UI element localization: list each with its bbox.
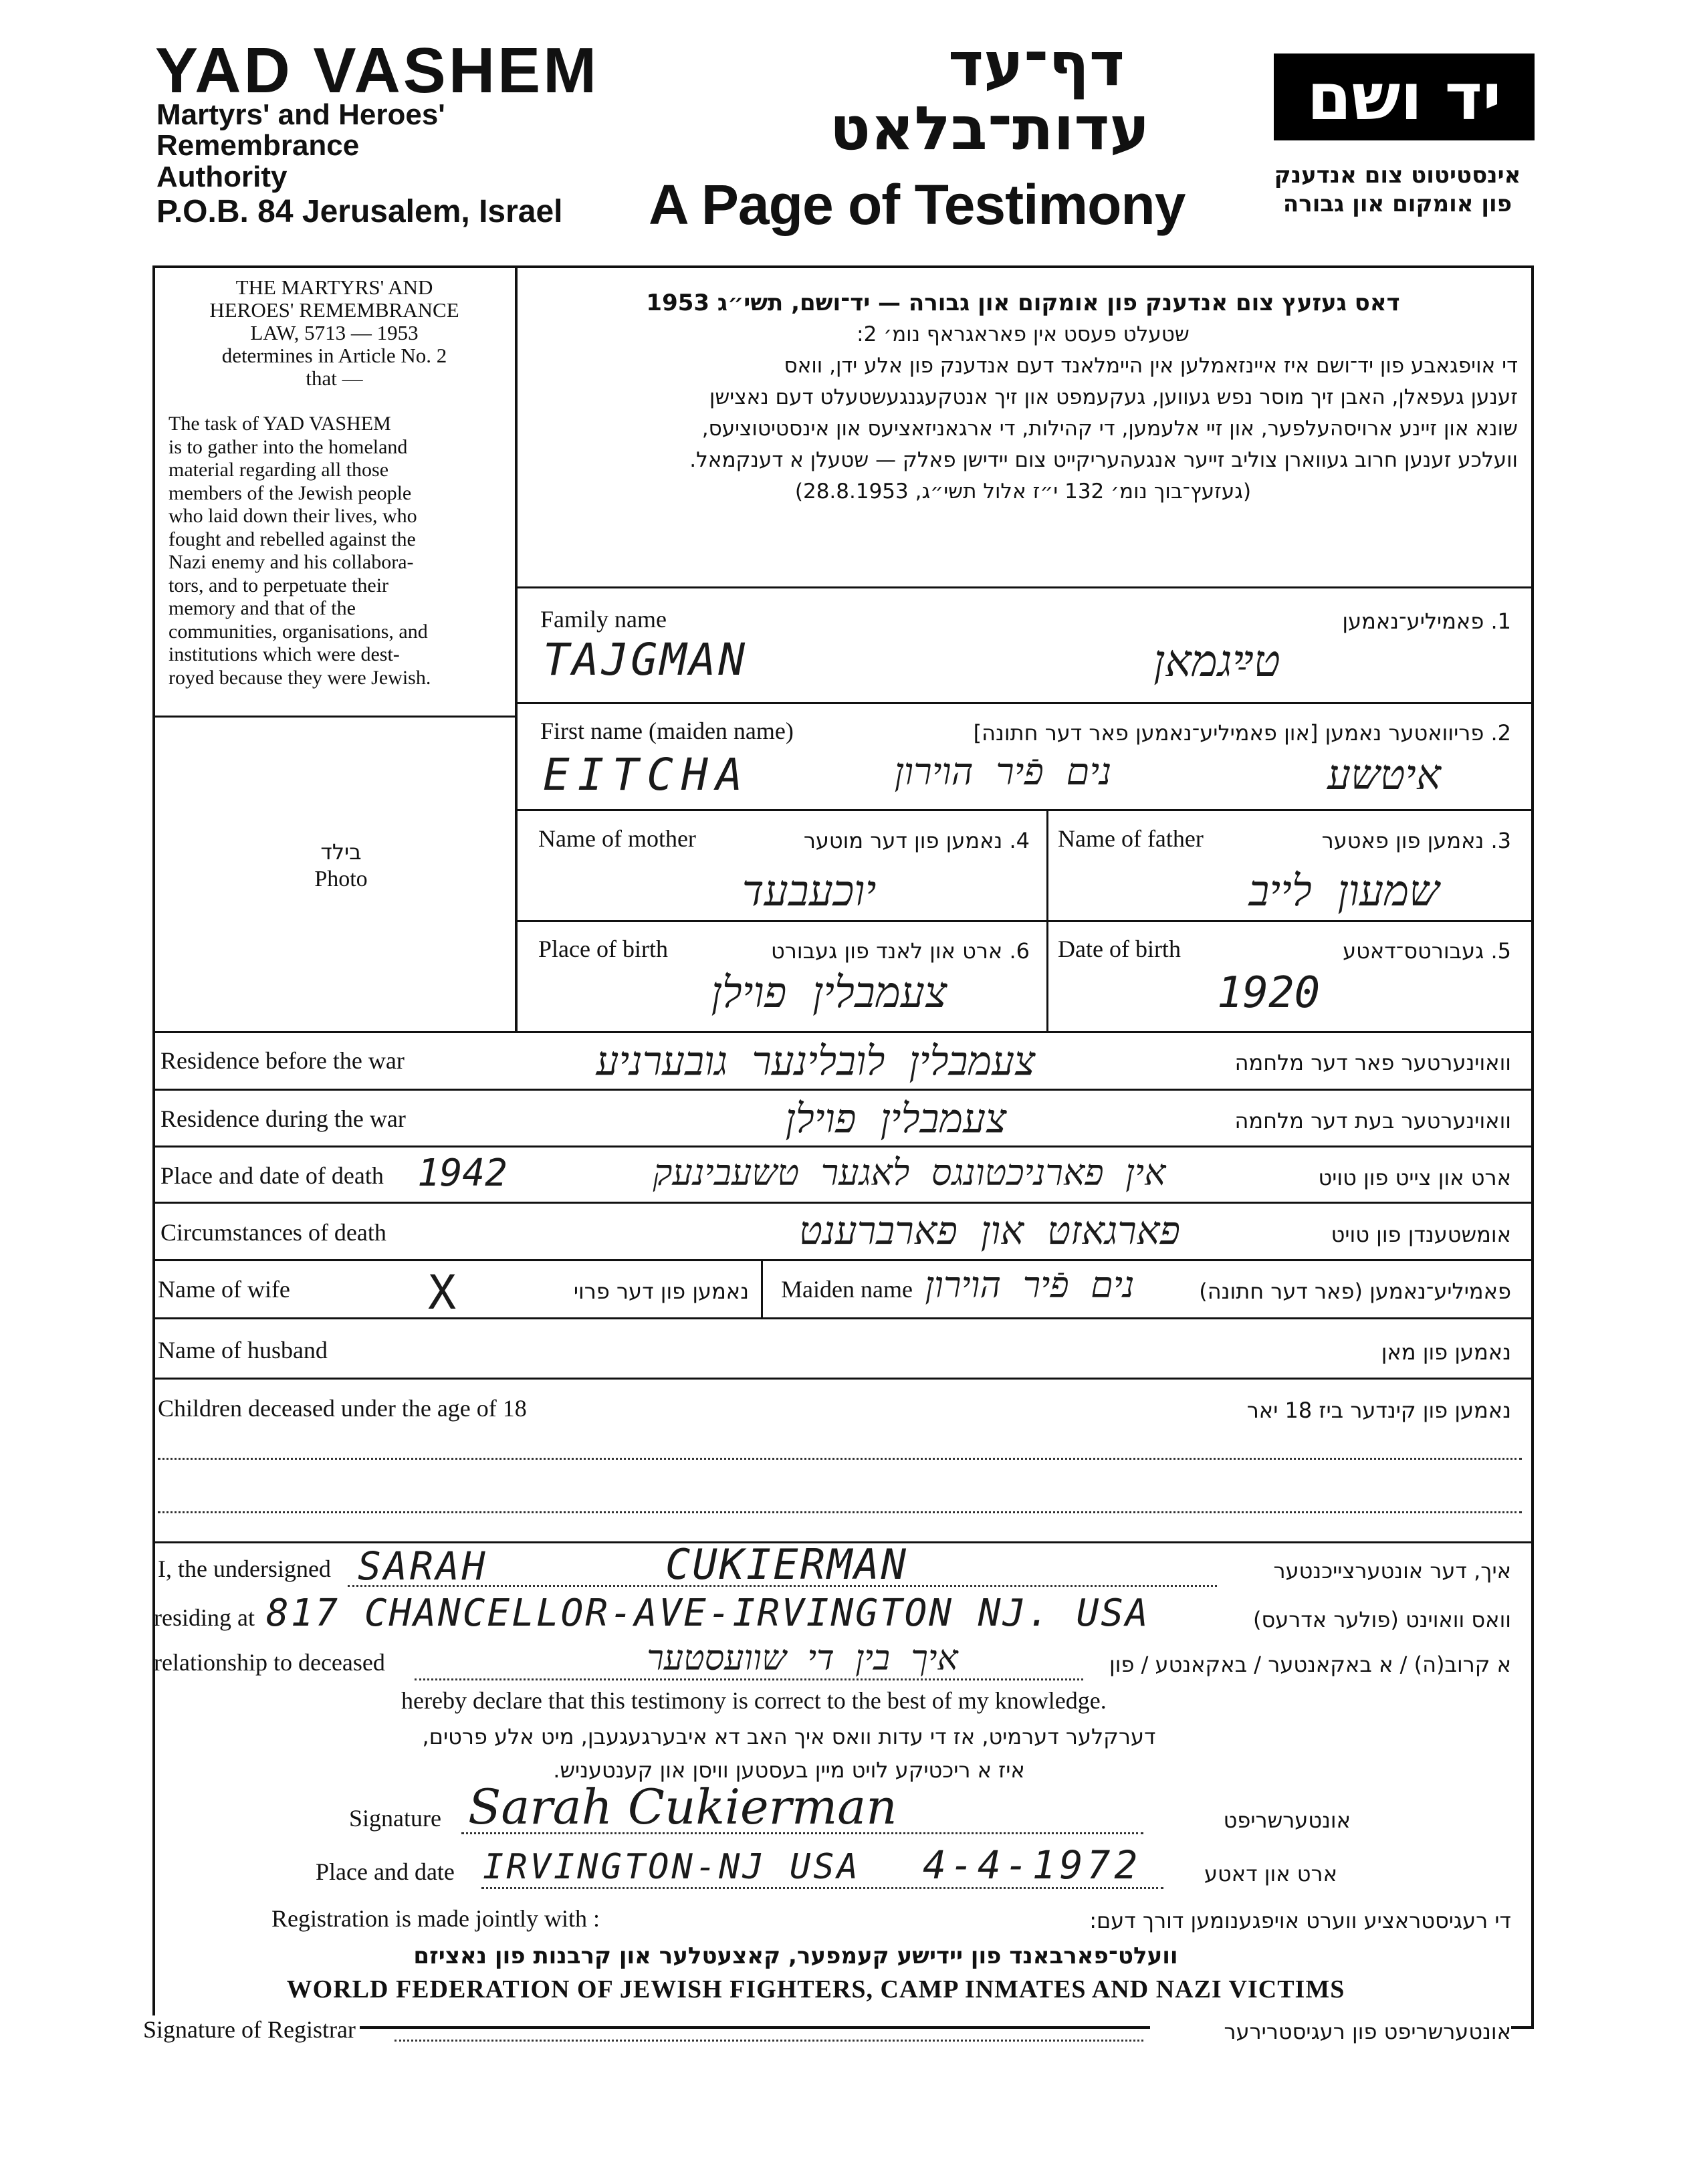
family-name-value-hebrew[interactable]: טײַגמאן — [1153, 635, 1280, 687]
law-text-12: royed because they were Jewish. — [168, 666, 431, 689]
residence-during-label-hebrew: וואוינערטער בעת דער מלחמה — [1234, 1108, 1511, 1133]
place-of-birth-label-hebrew: 6. ארט און לאנד פון געבורט — [771, 938, 1030, 964]
law-text-3: material regarding all those — [168, 459, 389, 481]
registration-label-hebrew: די רעגיסטראציע ווערט אויפגענומען דורך דעם: — [1089, 1908, 1511, 1933]
husband-label: Name of husband — [158, 1337, 328, 1363]
date-of-birth-label: Date of birth — [1058, 936, 1181, 962]
mother-label: Name of mother — [538, 825, 696, 852]
residence-before-label-hebrew: וואוינערטער פאר דער מלחמה — [1234, 1050, 1511, 1075]
federation-hebrew: וועלט־פארבאנד פון יידישע קעמפער, קאצעטלער און קרבנות פון נאציזם — [413, 1943, 1178, 1969]
death-label-hebrew: ארט און צייט פון טויט — [1318, 1165, 1511, 1190]
family-name-value[interactable]: TAJGMAN — [543, 634, 748, 685]
undersigned-last[interactable]: CUKIERMAN — [665, 1540, 908, 1589]
place-date-label: Place and date — [316, 1858, 455, 1885]
wife-value[interactable]: X — [428, 1265, 457, 1320]
family-name-label: Family name — [540, 606, 667, 633]
death-place-value[interactable]: אין פארניכטונגס לאגער טשעבינעק — [653, 1152, 1166, 1194]
place-of-birth-label: Place of birth — [538, 936, 668, 962]
husband-label-hebrew: נאמען פון מאן — [1381, 1339, 1511, 1365]
children-line-2[interactable] — [158, 1511, 1522, 1513]
circumstances-label: Circumstances of death — [160, 1219, 386, 1246]
registrar-line[interactable] — [395, 2040, 1143, 2042]
signature-label: Signature — [349, 1805, 441, 1832]
date-value[interactable]: 4-4-1972 — [923, 1842, 1142, 1888]
org-sub-1: Martyrs' and Heroes' — [156, 98, 445, 131]
law-heading-2: HEROES' REMEMBRANCE — [209, 298, 459, 322]
relationship-label-hebrew: א קרוב(ה) / א באקאנטער / באקאנטע / פון — [1109, 1652, 1511, 1677]
undersigned-first[interactable]: SARAH — [358, 1543, 488, 1589]
maiden-name-value[interactable]: נים פֿיר הוירון — [925, 1264, 1135, 1306]
relationship-line — [415, 1678, 1083, 1680]
yiddish-law-2: שטעלט פעסט אין פאראגראף נומ׳ 2: — [857, 322, 1190, 346]
photo-label-hebrew: בילד — [320, 839, 362, 865]
law-text-2: is to gather into the homeland — [168, 435, 408, 458]
children-line-1[interactable] — [158, 1458, 1522, 1460]
logo-sub-2: פון אומקום און גבורה — [1282, 191, 1512, 217]
yiddish-law-4: זענען געפאלן, האבן זיך מוסר נפש געווען, געקעמפט און זיך אנטקעגנגעשטעלט דעם נאצישן — [709, 385, 1518, 409]
yad-vashem-logo — [1274, 53, 1535, 140]
law-box — [160, 276, 508, 390]
mother-value[interactable]: יוכעבעד — [742, 867, 877, 916]
federation-english: WORLD FEDERATION OF JEWISH FIGHTERS, CAMP INMATES AND NAZI VICTIMS — [286, 1975, 1345, 2003]
mother-label-hebrew: 4. נאמען פון דער מוטער — [803, 828, 1030, 853]
yiddish-law-1: דאס געזעץ צום אנדענק פון אומקום און גבורה — יד־ושם, תשי״ג 1953 — [646, 290, 1400, 316]
undersigned-label-hebrew: איך, דער אונטערצייכנטער — [1273, 1558, 1511, 1584]
signature-line — [461, 1832, 1143, 1834]
law-text-5: who laid down their lives, who — [168, 505, 417, 527]
law-text-9: memory and that of the — [168, 597, 356, 619]
first-name-value-hebrew[interactable]: איטשע — [1327, 750, 1441, 799]
yiddish-law-3: די אויפגאבע פון יד־ושם איז איינזאמלען אין היימלאנד דעם אנדענק פון אלע ידן, וואס — [784, 354, 1518, 378]
law-heading-4: determines in Article No. 2 — [221, 344, 447, 367]
maiden-name-label: Maiden name — [781, 1276, 913, 1303]
law-text-7: Nazi enemy and his collabora- — [168, 551, 414, 573]
registrar-label-hebrew: אונטערשריפט פון רעגיסטרירער — [1150, 2019, 1511, 2044]
maiden-name-label-hebrew: פאמיליע־נאמען (פאר דער חתונה) — [1199, 1279, 1511, 1304]
first-name-value[interactable]: EITCHA — [543, 749, 751, 800]
first-name-maiden-value[interactable]: נים פֿיר הוירון — [894, 750, 1112, 794]
law-heading-1: THE MARTYRS' AND — [235, 276, 433, 299]
logo-text: יד ושם — [1307, 60, 1502, 134]
death-year-value[interactable]: 1942 — [417, 1152, 508, 1195]
children-label-hebrew: נאמען פון קינדער ביז 18 יאר — [1246, 1398, 1511, 1423]
undersigned-line — [348, 1585, 1217, 1587]
law-text — [168, 413, 506, 689]
title-hebrew-1: דף־עד — [948, 29, 1125, 100]
residence-during-value[interactable]: צעמבלין פוילן — [785, 1095, 1007, 1142]
wife-label-hebrew: נאמען פון דער פרוי — [573, 1279, 749, 1304]
residing-value[interactable]: 817 CHANCELLOR-AVE-IRVINGTON NJ. USA — [266, 1592, 1150, 1635]
father-value[interactable]: שמעון לייב — [1248, 867, 1440, 916]
law-heading-3: LAW, 5713 — 1953 — [250, 321, 419, 344]
residence-before-label: Residence before the war — [160, 1047, 405, 1074]
law-heading-5: that — — [306, 366, 363, 390]
residing-label: residing at — [154, 1604, 255, 1631]
place-date-line — [481, 1887, 1163, 1889]
declare-english: hereby declare that this testimony is correct to the best of my knowledge. — [401, 1687, 1107, 1714]
signature-label-hebrew: אונטערשריפט — [1223, 1808, 1351, 1833]
org-sub-3: Authority — [156, 160, 288, 193]
date-of-birth-value[interactable]: 1920 — [1217, 968, 1321, 1018]
first-name-label: First name (maiden name) — [540, 718, 794, 744]
law-text-1: The task of YAD VASHEM — [168, 413, 391, 435]
date-of-birth-label-hebrew: 5. געבורטס־דאטע — [1343, 938, 1511, 964]
law-text-8: tors, and to perpetuate their — [168, 574, 389, 596]
father-label: Name of father — [1058, 825, 1204, 852]
family-name-label-hebrew: 1. פאמיליע־נאמען — [1342, 609, 1511, 634]
residence-before-value[interactable]: צעמבלין לובלינער גובערניע — [596, 1038, 1036, 1085]
yiddish-law-5: שונא און זיינע ארויסהעלפער, און זיי אלעמען, די קהילות, די ארגאניזאציעס און אינסטיטוציעס, — [701, 417, 1518, 441]
law-text-11: institutions which were dest- — [168, 643, 400, 665]
org-sub-2: Remembrance — [156, 129, 360, 162]
title-hebrew-2: עדות־בלאט — [829, 94, 1150, 164]
place-date-label-hebrew: ארט און דאטע — [1204, 1861, 1337, 1886]
relationship-label: relationship to deceased — [154, 1649, 385, 1676]
logo-sub-1: אינסטיטוט צום אנדענק — [1274, 162, 1521, 189]
declare-hebrew-2: איז א ריכטיקע לויט מיין בעסטען וויסן און קענטעניש. — [553, 1757, 1025, 1783]
undersigned-label: I, the undersigned — [158, 1555, 331, 1582]
org-address: P.O.B. 84 Jerusalem, Israel — [156, 194, 563, 229]
registrar-label: Signature of Registrar — [143, 2015, 360, 2044]
law-text-4: members of the Jewish people — [168, 481, 412, 504]
photo-label: Photo — [314, 867, 368, 891]
signature-value[interactable]: Sarah Cukierman — [468, 1779, 897, 1835]
circumstances-value[interactable]: פארגאזט און פארברענט — [799, 1208, 1180, 1253]
yiddish-law-6: וועלכע זענען חרוב געווארן צוליב זייער אנגעהעריקייט צום יידישן פאלק — שטעלן א דענקמאל. — [689, 448, 1518, 472]
yiddish-law-7: (געזעץ־בוך נומ׳ 132 י״ז אלול תשי״ג, 28.8.1953) — [794, 479, 1252, 504]
wife-label: Name of wife — [158, 1276, 290, 1303]
father-label-hebrew: 3. נאמען פון פאטער — [1321, 828, 1511, 853]
children-label: Children deceased under the age of 18 — [158, 1395, 527, 1422]
law-text-10: communities, organisations, and — [168, 620, 428, 643]
title-english: A Page of Testimony — [649, 173, 1186, 236]
law-text-6: fought and rebelled against the — [168, 528, 416, 550]
death-label: Place and date of death — [160, 1162, 384, 1189]
circumstances-label-hebrew: אומשטענדן פון טויט — [1331, 1222, 1511, 1247]
org-name: YAD VASHEM — [155, 35, 600, 106]
place-date-value[interactable]: IRVINGTON-NJ USA — [483, 1847, 861, 1887]
first-name-label-hebrew: 2. פריוואטער נאמען [און פאמיליע־נאמען פאר דער חתונה] — [973, 720, 1511, 746]
yiddish-law — [528, 288, 1518, 508]
place-of-birth-value[interactable]: צעמבלין פוילן — [711, 968, 947, 1018]
declare-hebrew-1: דערקלער דערמיט, אז די עדות וואס איך האב דא איבערגעגעבן, מיט אלע פרטים, — [422, 1724, 1156, 1749]
registration-label: Registration is made jointly with : — [271, 1905, 600, 1932]
relationship-value[interactable]: איך בין די שוועסטער — [647, 1638, 958, 1678]
residence-during-label: Residence during the war — [160, 1105, 406, 1132]
residing-label-hebrew: וואס וואוינט (פולער אדרעס) — [1252, 1607, 1511, 1632]
